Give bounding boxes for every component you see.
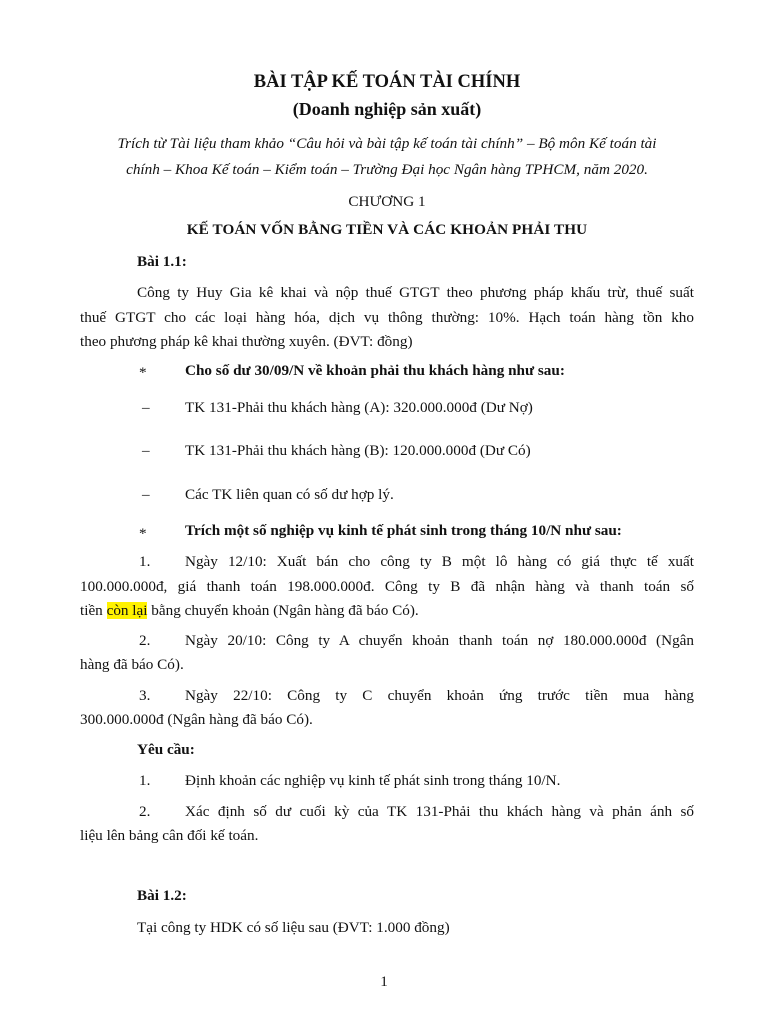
transaction-1-text-after: bằng chuyển khoản (Ngân hàng đã báo Có). [147, 602, 419, 619]
list-number: 2. [139, 803, 151, 820]
exercise-1-1-intro-line-1: Công ty Huy Gia kê khai và nộp thuế GTGT theo phương pháp khấu trừ, thuế suất [137, 284, 694, 301]
chapter-title: KẾ TOÁN VỐN BẰNG TIỀN VÀ CÁC KHOẢN PHẢI THU [186, 221, 588, 238]
list-number: 1. [139, 553, 151, 570]
balance-item: TK 131-Phải thu khách hàng (B): 120.000.000đ (Dư Có) [185, 442, 531, 459]
balance-item: Các TK liên quan có số dư hợp lý. [185, 486, 394, 503]
bullet-star: * [139, 364, 147, 381]
bullet-dash: – [142, 399, 150, 416]
requirement-2-line-1: Xác định số dư cuối kỳ của TK 131-Phải thu khách hàng và phản ánh số [185, 803, 694, 820]
transaction-1-text-before: tiền [80, 602, 107, 619]
source-citation-line-2: chính – Khoa Kế toán – Kiểm toán – Trường Đại học Ngân hàng TPHCM, năm 2020. [126, 161, 648, 178]
exercise-1-2-intro: Tại công ty HDK có số liệu sau (ĐVT: 1.000 đồng) [137, 919, 450, 936]
exercise-1-1-heading: Bài 1.1: [137, 253, 187, 270]
balance-heading: Cho số dư 30/09/N về khoản phải thu khách hàng như sau: [185, 362, 565, 379]
exercise-1-1-intro-line-3: theo phương pháp kê khai thường xuyên. (ĐVT: đồng) [80, 333, 413, 350]
document-title: BÀI TẬP KẾ TOÁN TÀI CHÍNH [253, 72, 521, 92]
chapter-label: CHƯƠNG 1 [348, 193, 426, 210]
bullet-dash: – [142, 486, 150, 503]
exercise-1-1-intro-line-2: thuế GTGT cho các loại hàng hóa, dịch vụ thông thường: 10%. Hạch toán hàng tồn kho [80, 309, 694, 326]
transaction-1-line-3 [80, 601, 419, 620]
document-subtitle: (Doanh nghiệp sản xuất) [292, 99, 482, 119]
bullet-star: * [139, 525, 147, 542]
requirement-2-line-2: liệu lên bảng cân đối kế toán. [80, 827, 259, 844]
balance-item: TK 131-Phải thu khách hàng (A): 320.000.000đ (Dư Nợ) [185, 399, 533, 416]
transaction-2-line-2: hàng đã báo Có). [80, 656, 184, 673]
transaction-3-line-1: Ngày 22/10: Công ty C chuyển khoản ứng trước tiền mua hàng [185, 687, 694, 704]
exercise-1-2-heading: Bài 1.2: [137, 887, 187, 904]
transaction-1-line-2: 100.000.000đ, giá thanh toán 198.000.000đ. Công ty B đã nhận hàng và thanh toán số [80, 578, 694, 595]
transaction-3-line-2: 300.000.000đ (Ngân hàng đã báo Có). [80, 711, 313, 728]
transaction-2-line-1: Ngày 20/10: Công ty A chuyển khoản thanh toán nợ 180.000.000đ (Ngân [185, 632, 694, 649]
list-number: 3. [139, 687, 151, 704]
source-citation-line-1: Trích từ Tài liệu tham khảo “Câu hỏi và bài tập kế toán tài chính” – Bộ môn Kế toán tài [117, 135, 657, 152]
bullet-dash: – [142, 442, 150, 459]
list-number: 2. [139, 632, 151, 649]
requirement-1: Định khoản các nghiệp vụ kinh tế phát sinh trong tháng 10/N. [185, 772, 561, 789]
page-number: 1 [380, 973, 388, 990]
transactions-heading: Trích một số nghiệp vụ kinh tế phát sinh trong tháng 10/N như sau: [185, 522, 622, 539]
requirements-heading: Yêu cầu: [137, 741, 195, 758]
highlighted-text: còn lại [106, 602, 148, 619]
list-number: 1. [139, 772, 151, 789]
transaction-1-line-1: Ngày 12/10: Xuất bán cho công ty B một lô hàng có giá thực tế xuất [185, 553, 694, 570]
